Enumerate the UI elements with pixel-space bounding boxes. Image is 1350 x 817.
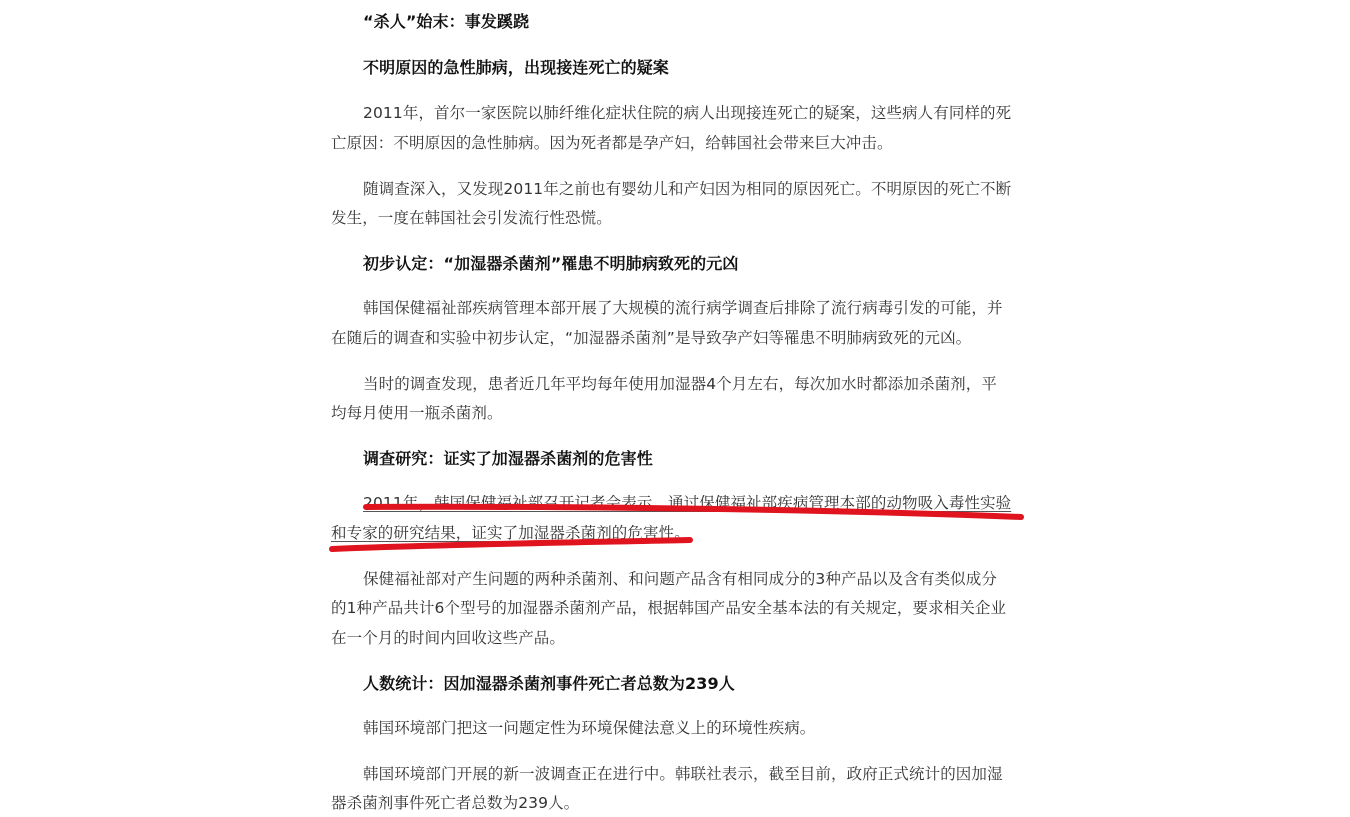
paragraph-5-line-1: 2011年，韩国保健福祉部召开记者会表示，通过保健福祉部疾病管理本部的动物吸入毒性实验 [363,494,1012,512]
paragraph-6-line-3: 在一个月的时间内回收这些产品。 [331,629,566,647]
paragraph-5-line-2: 和专家的研究结果，证实了加湿器杀菌剂的危害性。 [331,524,690,542]
section-heading-death-toll: 人数统计：因加湿器杀菌剂事件死亡者总数为239人 [363,674,735,693]
paragraph-2-line-2: 发生，一度在韩国社会引发流行性恐慌。 [331,209,612,227]
paragraph-8-line-1: 韩国环境部门开展的新一波调查正在进行中。韩联社表示，截至目前，政府正式统计的因加湿 [363,765,1003,783]
paragraph-8-line-2: 器杀菌剂事件死亡者总数为239人。 [331,794,580,812]
paragraph-2-line-1: 随调查深入，又发现2011年之前也有婴幼儿和产妇因为相同的原因死亡。不明原因的死亡不断 [363,180,1012,198]
section-heading-lung-disease: 不明原因的急性肺病，出现接连死亡的疑案 [363,58,669,77]
section-heading-origin: “杀人”始末：事发蹊跷 [363,12,530,31]
paragraph-3-line-1: 韩国保健福祉部疾病管理本部开展了大规模的流行病学调查后排除了流行病毒引发的可能，并 [363,299,1003,317]
section-heading-initial-finding: 初步认定：“加湿器杀菌剂”罹患不明肺病致死的元凶 [363,254,739,273]
paragraph-7-line-1: 韩国环境部门把这一问题定性为环境保健法意义上的环境性疾病。 [363,719,816,737]
paragraph-6-line-1: 保健福祉部对产生问题的两种杀菌剂、和问题产品含有相同成分的3种产品以及含有类似成分 [363,570,997,588]
paragraph-6-line-2: 的1种产品共计6个型号的加湿器杀菌剂产品，根据韩国产品安全基本法的有关规定，要求相关企业 [331,599,1007,617]
paragraph-1-line-1: 2011年，首尔一家医院以肺纤维化症状住院的病人出现接连死亡的疑案，这些病人有同样的死 [363,104,1012,122]
paragraph-4-line-1: 当时的调查发现，患者近几年平均每年使用加湿器4个月左右，每次加水时都添加杀菌剂，平 [363,375,997,393]
paragraph-1-line-2: 亡原因：不明原因的急性肺病。因为死者都是孕产妇，给韩国社会带来巨大冲击。 [331,134,893,152]
section-heading-investigation: 调查研究：证实了加湿器杀菌剂的危害性 [363,449,653,468]
paragraph-4-line-2: 均每月使用一瓶杀菌剂。 [331,404,503,422]
paragraph-3-line-2: 在随后的调查和实验中初步认定，“加湿器杀菌剂”是导致孕产妇等罹患不明肺病致死的元凶。 [331,329,972,347]
